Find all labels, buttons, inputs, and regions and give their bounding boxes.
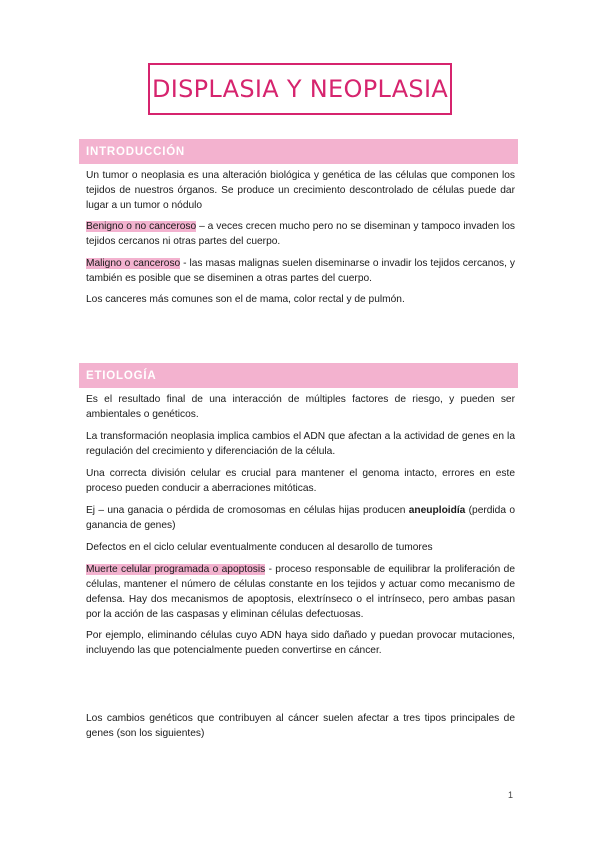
highlight-maligno: Maligno o canceroso xyxy=(86,258,181,269)
etiologia-paragraph-4 xyxy=(86,503,515,533)
aneuploidia-term: aneuploidía xyxy=(408,505,466,516)
section-header-introduccion xyxy=(79,139,518,164)
etiologia-paragraph-8: Los cambios genéticos que contribuyen al cáncer suelen afectar a tres tipos principales de genes (son los siguientes) xyxy=(86,713,515,739)
highlight-benigno: Benigno o no canceroso xyxy=(86,221,197,232)
highlight-apoptosis: Muerte celular programada o apoptosis xyxy=(86,564,266,575)
etiologia-paragraph-7: Por ejemplo, eliminando células cuyo ADN haya sido dañado y puedan provocar mutaciones, incluyendo las que potencialmente pueden convertirse en cáncer. xyxy=(86,630,515,656)
maligno-text: - las masas malignas suelen diseminarse o invadir los tejidos cercanos, y también es posible que se diseminen a otras partes del cuerpo. xyxy=(86,258,515,284)
etiologia-paragraph-2: La transformación neoplasia implica cambios el ADN que afectan a la actividad de genes en la regulación del crecimiento y diferenciación de la célula. xyxy=(86,431,515,457)
title-box xyxy=(148,63,452,115)
etiologia-paragraph-apoptosis xyxy=(86,562,515,622)
apoptosis-text: - proceso responsable de equilibrar la proliferación de células, mantener el número de células constante en los tejidos y actuar como mecanismo de defensa. Hay dos mecanismos de apoptosis, elextrínseco o el intrínseco, pero ambas pasan por la acción de las caspasas y eliminan células defectuosas. xyxy=(86,564,516,620)
etiologia-paragraph-3: Una correcta división celular es crucial para mantener el genoma intacto, errores en este proceso pueden conducir a aberraciones mitóticas. xyxy=(86,468,515,494)
section-title-introduccion: INTRODUCCIÓN xyxy=(86,145,186,158)
page-number: 1 xyxy=(508,790,514,800)
intro-paragraph-maligno xyxy=(86,256,515,286)
document-title: DISPLASIA Y NEOPLASIA xyxy=(151,75,449,103)
intro-paragraph-1: Un tumor o neoplasia es una alteración biológica y genética de las células que componen los tejidos de nuestros órganos. Se produce un crecimiento descontrolado de células puede dar lugar a un tumor o nódulo xyxy=(86,170,515,211)
etiologia-paragraph-5: Defectos en el ciclo celular eventualmente conducen al desarollo de tumores xyxy=(86,542,433,553)
etiologia-paragraph-1: Es el resultado final de una interacción de múltiples factores de riesgo, y pueden ser ambientales o genéticos. xyxy=(86,394,515,420)
aneuploidia-post: (perdida o ganancia de genes) xyxy=(86,505,515,531)
intro-paragraph-4: Los canceres más comunes son el de mama, color rectal y de pulmón. xyxy=(86,294,405,305)
aneuploidia-pre: Ej – una ganacia o pérdida de cromosomas en células hijas producen xyxy=(86,505,409,516)
section-title-etiologia: ETIOLOGÍA xyxy=(86,369,157,382)
intro-paragraph-benigno xyxy=(86,219,515,249)
section-header-etiologia xyxy=(79,363,518,388)
benigno-text: – a veces crecen mucho pero no se diseminan y tampoco invaden los tejidos cercanos ni otras partes del cuerpo. xyxy=(86,221,515,247)
